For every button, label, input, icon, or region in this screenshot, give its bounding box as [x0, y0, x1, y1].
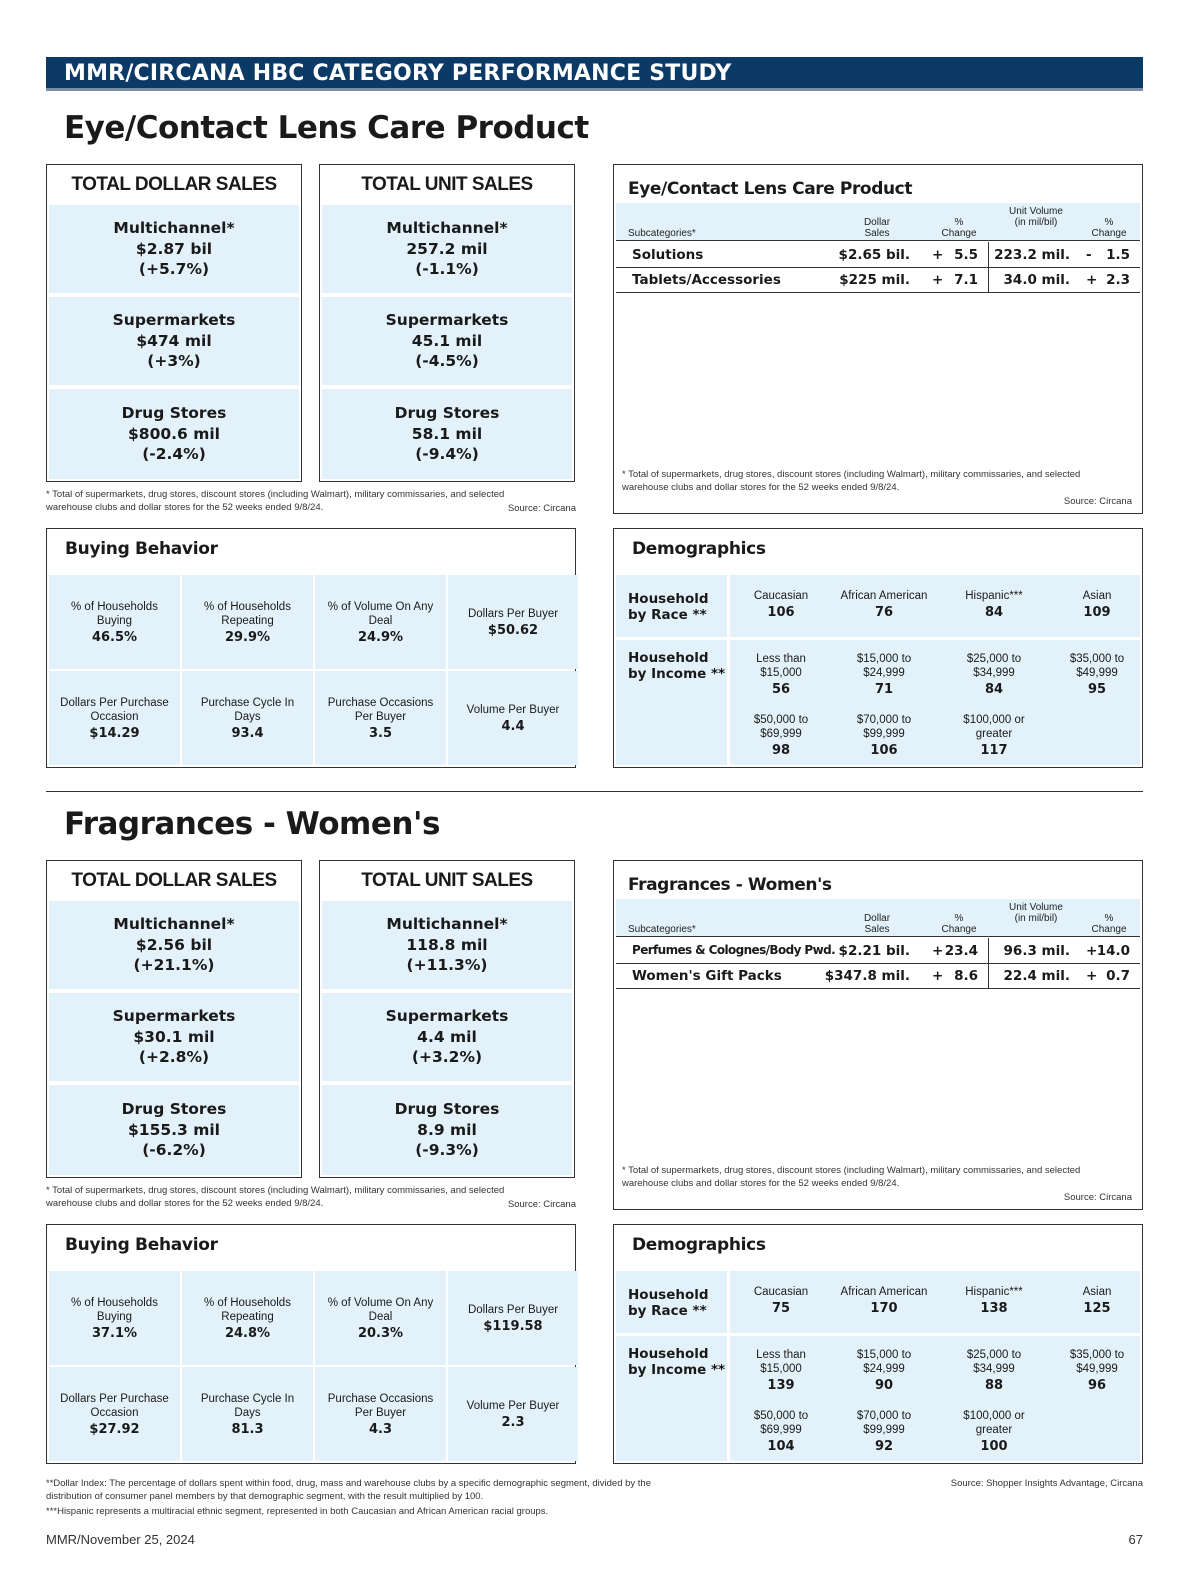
income-cell: [939, 714, 1049, 758]
buying-behavior-value: $14.29: [89, 725, 140, 741]
subcategory-source: Source: Circana: [1063, 496, 1132, 507]
unit-volume: 22.4 mil.: [1003, 968, 1070, 984]
buying-behavior-label: % of Volume On Any Deal: [327, 600, 434, 627]
race-value: 109: [1083, 604, 1111, 620]
income-value: 104: [767, 1439, 795, 1454]
race-cell: [939, 1286, 1049, 1315]
sales-cell-label: Multichannel*: [113, 219, 235, 238]
col-dollar-sales: Dollar Sales: [863, 217, 891, 239]
race-label: Household by Race **: [628, 1287, 709, 1319]
sales-cell: [49, 993, 299, 1081]
subcategory-table: [613, 164, 1143, 514]
buying-behavior-cell: [315, 575, 446, 669]
sales-box-header: TOTAL DOLLAR SALES: [71, 870, 277, 891]
income-label: $50,000 to $69,999: [753, 1410, 809, 1436]
subcategory-row: [616, 938, 1140, 964]
sales-cell-value: 8.9 mil: [417, 1120, 477, 1139]
income-value: 100: [980, 1439, 1008, 1454]
section-divider: [46, 791, 1143, 792]
dollar-change: 7.1: [954, 272, 978, 288]
buying-behavior-cell: [448, 575, 578, 669]
race-cell: [829, 590, 939, 619]
sales-cell-value: $2.87 bil: [135, 239, 213, 258]
income-label: $15,000 to $24,999: [856, 653, 912, 679]
race-label: Hispanic***: [965, 590, 1023, 602]
subcategory-row: [616, 963, 1140, 989]
buying-behavior-value: $119.58: [483, 1318, 543, 1334]
race-value: 84: [984, 604, 1004, 620]
total-unit-sales-box: [319, 860, 575, 1178]
sales-cell: [322, 297, 572, 385]
race-label: Caucasian: [753, 1286, 809, 1298]
race-label: Asian: [1082, 1286, 1112, 1298]
sales-cell-value: 4.4 mil: [417, 1027, 477, 1046]
sales-box-header: TOTAL UNIT SALES: [361, 870, 533, 891]
dollar-change: 23.4: [944, 943, 978, 959]
demographics-title: Demographics: [632, 539, 766, 559]
subcategory-title: Eye/Contact Lens Care Product: [628, 179, 913, 199]
demographics-box: [613, 1224, 1143, 1464]
buying-behavior-label: Volume Per Buyer: [466, 703, 560, 716]
buying-behavior-title: Buying Behavior: [65, 539, 218, 559]
buying-behavior-value: 3.5: [368, 725, 393, 741]
race-cell: [1042, 590, 1152, 619]
unit-change-sign: -: [1086, 247, 1092, 263]
buying-behavior-box: [46, 528, 576, 768]
race-cell: [939, 590, 1049, 619]
income-cell: [939, 653, 1049, 697]
income-value: 95: [1087, 682, 1107, 697]
page-banner: MMR/CIRCANA HBC CATEGORY PERFORMANCE STUDY: [46, 57, 1143, 91]
buying-behavior-cell: [315, 1271, 446, 1365]
unit-volume: 223.2 mil.: [994, 247, 1070, 263]
income-value: 90: [874, 1378, 894, 1393]
sales-cell: [322, 1085, 572, 1175]
buying-behavior-label: % of Households Repeating: [204, 600, 291, 627]
income-cell: [726, 653, 836, 697]
unit-change: 14.0: [1096, 943, 1130, 959]
sales-cell-change: (+11.3%): [406, 956, 488, 975]
buying-behavior-cell: [182, 575, 313, 669]
buying-behavior-cell: [182, 1271, 313, 1365]
col-pct-change-2: % Change: [1091, 913, 1127, 935]
sales-cell-value: 45.1 mil: [411, 331, 483, 350]
col-subcategories: Subcategories*: [628, 228, 696, 239]
sales-cell-label: Multichannel*: [386, 915, 508, 934]
total-dollar-sales-box: [46, 860, 302, 1178]
dollar-change-sign: +: [932, 272, 944, 288]
col-unit-volume: Unit Volume (in mil/bil): [1009, 206, 1063, 228]
demographics-box: [613, 528, 1143, 768]
race-label: Caucasian: [753, 590, 809, 602]
subcategory-row: [616, 267, 1140, 293]
dollar-change: 5.5: [954, 247, 978, 263]
sales-cell-change: (-1.1%): [415, 260, 479, 279]
buying-behavior-cell: [49, 671, 180, 765]
buying-behavior-cell: [448, 1367, 578, 1461]
income-label: Less than $15,000: [756, 653, 806, 679]
income-value: 84: [984, 682, 1004, 697]
subcategory-name: Tablets/Accessories: [632, 272, 781, 288]
income-label: $35,000 to $49,999: [1069, 653, 1125, 679]
buying-behavior-value: 2.3: [501, 1414, 525, 1430]
unit-change: 0.7: [1106, 968, 1130, 984]
sales-cell-label: Multichannel*: [113, 915, 235, 934]
buying-behavior-value: $27.92: [89, 1421, 140, 1437]
buying-behavior-cell: [49, 1367, 180, 1461]
sales-cell-label: Drug Stores: [394, 1100, 500, 1119]
unit-change-sign: +: [1086, 943, 1098, 959]
income-label: $50,000 to $69,999: [753, 714, 809, 740]
income-label: $15,000 to $24,999: [856, 1349, 912, 1375]
subcategory-name: Perfumes & Colognes/Body Pwd.: [632, 943, 836, 957]
unit-change-sign: +: [1086, 272, 1098, 288]
buying-behavior-cell: [448, 671, 578, 765]
income-value: 139: [767, 1378, 795, 1393]
income-label: Household by Income **: [628, 1346, 726, 1378]
dollar-change-sign: +: [932, 247, 944, 263]
sales-cell-label: Supermarkets: [385, 311, 509, 330]
sales-cell-value: $155.3 mil: [128, 1120, 220, 1139]
income-cell: [726, 714, 836, 758]
buying-behavior-cell: [182, 671, 313, 765]
sales-cell-value: 58.1 mil: [411, 424, 483, 443]
issue-date: MMR/November 25, 2024: [46, 1532, 195, 1547]
sales-cell-change: (-2.4%): [142, 445, 206, 464]
dollar-change-sign: +: [932, 968, 944, 984]
sales-cell-change: (-4.5%): [415, 352, 479, 371]
race-label: African American: [840, 590, 928, 602]
unit-volume: 34.0 mil.: [1003, 272, 1070, 288]
buying-behavior-label: Purchase Occasions Per Buyer: [327, 1392, 434, 1419]
buying-behavior-cell: [49, 1271, 180, 1365]
income-value: 92: [874, 1439, 894, 1454]
buying-behavior-value: 81.3: [231, 1421, 264, 1437]
race-cell: [726, 590, 836, 619]
buying-behavior-value: 93.4: [231, 725, 264, 741]
sales-cell: [49, 1085, 299, 1175]
buying-behavior-label: % of Households Buying: [71, 1296, 158, 1323]
subcategory-title: Fragrances - Women's: [628, 875, 832, 895]
sales-box-header: TOTAL DOLLAR SALES: [71, 174, 277, 195]
section-title: Eye/Contact Lens Care Product: [64, 110, 589, 146]
sales-cell-label: Drug Stores: [121, 1100, 227, 1119]
buying-behavior-value: 29.9%: [224, 629, 271, 645]
income-cell: [726, 1349, 836, 1393]
income-cell: [1042, 1349, 1152, 1393]
sales-source: Source: Circana: [507, 503, 576, 514]
buying-behavior-label: Dollars Per Purchase Occasion: [60, 1392, 169, 1419]
sales-cell: [322, 205, 572, 293]
dollar-change-sign: +: [932, 943, 944, 959]
dollar-sales: $2.65 bil.: [838, 247, 910, 263]
sales-cell-change: (-6.2%): [142, 1141, 206, 1160]
column-divider: [988, 938, 989, 989]
sales-cell-value: $474 mil: [136, 331, 212, 350]
sales-cell: [322, 993, 572, 1081]
race-label: Hispanic***: [965, 1286, 1023, 1298]
race-label: African American: [840, 1286, 928, 1298]
income-value: 88: [984, 1378, 1004, 1393]
sales-footnote: * Total of supermarkets, drug stores, discount stores (including Walmart), military commissaries, and selected warehouse clubs and dollar stores for the 52 weeks ended 9/8/24.: [46, 489, 505, 513]
col-dollar-sales: Dollar Sales: [863, 913, 891, 935]
sales-cell-change: (+5.7%): [138, 260, 210, 279]
sales-cell-value: 118.8 mil: [406, 935, 488, 954]
income-label: $100,000 or greater: [963, 714, 1025, 740]
income-label: $70,000 to $99,999: [856, 714, 912, 740]
buying-behavior-value: 46.5%: [91, 629, 138, 645]
sales-cell: [322, 389, 572, 479]
buying-behavior-label: Purchase Cycle In Days: [200, 1392, 295, 1419]
race-value: 106: [767, 604, 795, 620]
income-value: 71: [874, 682, 894, 697]
sales-cell: [49, 389, 299, 479]
column-divider: [988, 242, 989, 293]
demographics-title: Demographics: [632, 1235, 766, 1255]
race-cell: [1042, 1286, 1152, 1315]
sales-cell-label: Drug Stores: [121, 404, 227, 423]
sales-cell-change: (+3.2%): [411, 1048, 483, 1067]
sales-cell-value: $2.56 bil: [135, 935, 213, 954]
sales-cell-label: Supermarkets: [112, 311, 236, 330]
buying-behavior-value: 20.3%: [357, 1325, 404, 1341]
sales-cell-label: Drug Stores: [394, 404, 500, 423]
buying-behavior-value: 37.1%: [91, 1325, 138, 1341]
sales-cell: [49, 297, 299, 385]
income-cell: [829, 1410, 939, 1454]
income-cell: [829, 653, 939, 697]
buying-behavior-box: [46, 1224, 576, 1464]
race-cell: [829, 1286, 939, 1315]
income-cell: [829, 1349, 939, 1393]
income-value: 96: [1087, 1378, 1107, 1393]
sales-cell-change: (-9.4%): [415, 445, 479, 464]
sales-box-header: TOTAL UNIT SALES: [361, 174, 533, 195]
income-cell: [939, 1410, 1049, 1454]
buying-behavior-label: Dollars Per Purchase Occasion: [60, 696, 169, 723]
sales-cell-label: Multichannel*: [386, 219, 508, 238]
income-value: 106: [870, 743, 898, 758]
race-value: 75: [771, 1300, 791, 1316]
buying-behavior-label: Dollars Per Buyer: [467, 607, 559, 620]
subcategory-source: Source: Circana: [1063, 1192, 1132, 1203]
total-unit-sales-box: [319, 164, 575, 482]
dollar-sales: $2.21 bil.: [838, 943, 910, 959]
subcategory-name: Women's Gift Packs: [632, 968, 782, 984]
race-value: 138: [980, 1300, 1008, 1316]
income-label: $25,000 to $34,999: [966, 1349, 1022, 1375]
total-dollar-sales-box: [46, 164, 302, 482]
sales-cell-value: $30.1 mil: [133, 1027, 215, 1046]
page-number: 67: [1128, 1532, 1143, 1547]
income-label: $35,000 to $49,999: [1069, 1349, 1125, 1375]
buying-behavior-value: 24.9%: [357, 629, 404, 645]
sales-cell: [49, 901, 299, 989]
buying-behavior-value: 24.8%: [224, 1325, 271, 1341]
col-unit-volume: Unit Volume (in mil/bil): [1009, 902, 1063, 924]
income-label: $25,000 to $34,999: [966, 653, 1022, 679]
income-label: $70,000 to $99,999: [856, 1410, 912, 1436]
subcategory-header: [616, 203, 1140, 241]
col-pct-change-2: % Change: [1091, 217, 1127, 239]
subcategory-footnote: * Total of supermarkets, drug stores, discount stores (including Walmart), military commissaries, and selected warehouse clubs and dollar stores for the 52 weeks ended 9/8/24.: [622, 469, 1081, 493]
buying-behavior-cell: [182, 1367, 313, 1461]
dollar-sales: $347.8 mil.: [824, 968, 910, 984]
sales-footnote: * Total of supermarkets, drug stores, discount stores (including Walmart), military commissaries, and selected warehouse clubs and dollar stores for the 52 weeks ended 9/8/24.: [46, 1185, 505, 1209]
subcategory-header: [616, 899, 1140, 937]
sales-cell-value: 257.2 mil: [406, 239, 488, 258]
income-label: Less than $15,000: [756, 1349, 806, 1375]
unit-change-sign: +: [1086, 968, 1098, 984]
race-value: 125: [1083, 1300, 1111, 1316]
unit-change: 2.3: [1106, 272, 1130, 288]
col-pct-change: % Change: [941, 217, 977, 239]
subcategory-name: Solutions: [632, 247, 704, 263]
sales-cell: [49, 205, 299, 293]
income-cell: [726, 1410, 836, 1454]
buying-behavior-value: 4.4: [501, 718, 525, 734]
col-subcategories: Subcategories*: [628, 924, 696, 935]
buying-behavior-label: Dollars Per Buyer: [467, 1303, 559, 1316]
buying-behavior-cell: [315, 671, 446, 765]
dollar-sales: $225 mil.: [839, 272, 910, 288]
race-label: Household by Race **: [628, 591, 709, 623]
hispanic-note: ***Hispanic represents a multiracial ethnic segment, represented in both Caucasian and African American racial groups.: [46, 1506, 549, 1517]
income-cell: [829, 714, 939, 758]
race-label: Asian: [1082, 590, 1112, 602]
col-pct-change: % Change: [941, 913, 977, 935]
sales-cell: [322, 901, 572, 989]
unit-volume: 96.3 mil.: [1003, 943, 1070, 959]
buying-behavior-cell: [448, 1271, 578, 1365]
income-value: 117: [980, 743, 1008, 758]
race-value: 76: [874, 604, 894, 620]
unit-change: 1.5: [1106, 247, 1130, 263]
bottom-source: Source: Shopper Insights Advantage, Circana: [950, 1478, 1143, 1489]
sales-cell-value: $800.6 mil: [128, 424, 220, 443]
income-cell: [1042, 653, 1152, 697]
sales-cell-change: (+3%): [147, 352, 201, 371]
sales-cell-change: (-9.3%): [415, 1141, 479, 1160]
income-cell: [939, 1349, 1049, 1393]
buying-behavior-cell: [49, 575, 180, 669]
subcategory-footnote: * Total of supermarkets, drug stores, discount stores (including Walmart), military commissaries, and selected warehouse clubs and dollar stores for the 52 weeks ended 9/8/24.: [622, 1165, 1081, 1189]
subcategory-table: [613, 860, 1143, 1210]
income-value: 56: [771, 682, 791, 697]
sales-source: Source: Circana: [507, 1199, 576, 1210]
income-value: 98: [771, 743, 791, 758]
buying-behavior-label: % of Volume On Any Deal: [327, 1296, 434, 1323]
dollar-change: 8.6: [954, 968, 978, 984]
subcategory-row: [616, 242, 1140, 268]
buying-behavior-value: $50.62: [487, 622, 539, 638]
section-title: Fragrances - Women's: [64, 806, 440, 842]
buying-behavior-label: Volume Per Buyer: [466, 1399, 560, 1412]
income-label: Household by Income **: [628, 650, 726, 682]
race-cell: [726, 1286, 836, 1315]
sales-cell-label: Supermarkets: [385, 1007, 509, 1026]
sales-cell-change: (+21.1%): [133, 956, 215, 975]
buying-behavior-value: 4.3: [368, 1421, 393, 1437]
sales-cell-change: (+2.8%): [138, 1048, 210, 1067]
race-value: 170: [870, 1300, 898, 1316]
sales-cell-label: Supermarkets: [112, 1007, 236, 1026]
buying-behavior-title: Buying Behavior: [65, 1235, 218, 1255]
buying-behavior-label: % of Households Buying: [71, 600, 158, 627]
buying-behavior-label: % of Households Repeating: [204, 1296, 291, 1323]
income-label: $100,000 or greater: [963, 1410, 1025, 1436]
buying-behavior-label: Purchase Occasions Per Buyer: [327, 696, 434, 723]
buying-behavior-label: Purchase Cycle In Days: [200, 696, 295, 723]
dollar-index-note: **Dollar Index: The percentage of dollars spent within food, drug, mass and warehouse clubs by a specific demographic segment, divided by the distribution of consumer panel members by that demographic segment, with the result multiplied by 100.: [46, 1478, 652, 1502]
buying-behavior-cell: [315, 1367, 446, 1461]
